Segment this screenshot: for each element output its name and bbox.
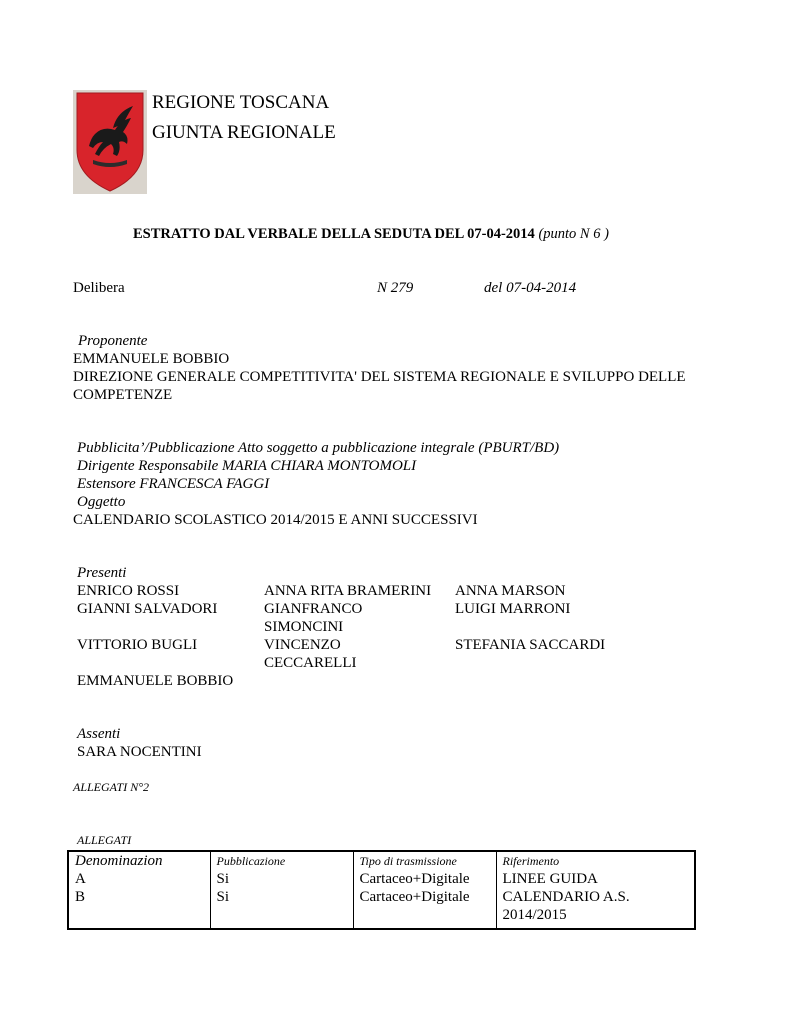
proponente-direzione-line2: COMPETENZE bbox=[73, 387, 173, 403]
presente-name-cont: SIMONCINI bbox=[264, 619, 344, 635]
extract-heading bbox=[133, 226, 609, 243]
header-tipo-trasmissione: Tipo di trasmissione bbox=[353, 851, 496, 870]
pubblicazione-info: Pubblicita’/Pubblicazione Atto soggetto a pubblicazione integrale (PBURT/BD) bbox=[77, 440, 560, 456]
riferimento-line1: CALENDARIO A.S. bbox=[502, 889, 630, 905]
table-cell: Si bbox=[210, 888, 353, 929]
presenti-label: Presenti bbox=[77, 565, 127, 581]
dirigente-info: Dirigente Responsabile MARIA CHIARA MONTOMOLI bbox=[77, 458, 417, 474]
presente-name: STEFANIA SACCARDI bbox=[455, 637, 606, 653]
delibera-date: del 07-04-2014 bbox=[484, 280, 577, 296]
table-cell: Si bbox=[210, 870, 353, 888]
presente-name-cont: CECCARELLI bbox=[264, 655, 357, 671]
table-header-row bbox=[68, 851, 695, 870]
assenti-label: Assenti bbox=[77, 726, 121, 742]
table-cell: LINEE GUIDA bbox=[496, 870, 695, 888]
table-cell-riferimento bbox=[496, 888, 695, 929]
proponente-label: Proponente bbox=[78, 333, 148, 349]
allegati-label: ALLEGATI bbox=[77, 833, 132, 847]
org-name-line2: GIUNTA REGIONALE bbox=[152, 122, 336, 143]
oggetto-text: CALENDARIO SCOLASTICO 2014/2015 E ANNI SUCCESSIVI bbox=[73, 512, 478, 528]
allegati-table bbox=[67, 850, 696, 930]
presente-name: ENRICO ROSSI bbox=[77, 583, 180, 599]
table-cell: Cartaceo+Digitale bbox=[353, 870, 496, 888]
table-cell: A bbox=[75, 871, 86, 887]
riferimento-line2: 2014/2015 bbox=[502, 907, 567, 923]
table-row bbox=[68, 870, 695, 888]
oggetto-label: Oggetto bbox=[77, 494, 126, 510]
assente-name: SARA NOCENTINI bbox=[77, 744, 202, 760]
table-row bbox=[68, 888, 695, 929]
org-name-line1: REGIONE TOSCANA bbox=[152, 92, 330, 113]
presente-name: LUIGI MARRONI bbox=[455, 601, 571, 617]
presente-name: VITTORIO BUGLI bbox=[77, 637, 198, 653]
presente-name: ANNA MARSON bbox=[455, 583, 566, 599]
estensore-info: Estensore FRANCESCA FAGGI bbox=[77, 476, 270, 492]
delibera-number: N 279 bbox=[377, 280, 414, 296]
extract-punto: (punto N 6 ) bbox=[538, 226, 609, 242]
presente-name: EMMANUELE BOBBIO bbox=[77, 673, 234, 689]
regione-toscana-logo bbox=[73, 90, 147, 194]
header-pubblicazione: Pubblicazione bbox=[210, 851, 353, 870]
proponente-direzione-line1: DIREZIONE GENERALE COMPETITIVITA' DEL SISTEMA REGIONALE E SVILUPPO DELLE bbox=[73, 369, 686, 385]
proponente-name: EMMANUELE BOBBIO bbox=[73, 351, 230, 367]
allegati-count: ALLEGATI N°2 bbox=[73, 780, 150, 794]
table-cell: B bbox=[75, 889, 86, 905]
delibera-label: Delibera bbox=[73, 280, 125, 296]
presente-name: GIANNI SALVADORI bbox=[77, 601, 218, 617]
presente-name: VINCENZO bbox=[264, 637, 341, 653]
header-denominazione: Denominazion bbox=[75, 853, 163, 869]
table-cell: Cartaceo+Digitale bbox=[353, 888, 496, 929]
header-riferimento: Riferimento bbox=[496, 851, 695, 870]
presente-name: ANNA RITA BRAMERINI bbox=[264, 583, 432, 599]
presente-name: GIANFRANCO bbox=[264, 601, 363, 617]
extract-title: ESTRATTO DAL VERBALE DELLA SEDUTA DEL 07-04-2014 bbox=[133, 226, 535, 242]
coat-of-arms-icon bbox=[73, 90, 147, 194]
